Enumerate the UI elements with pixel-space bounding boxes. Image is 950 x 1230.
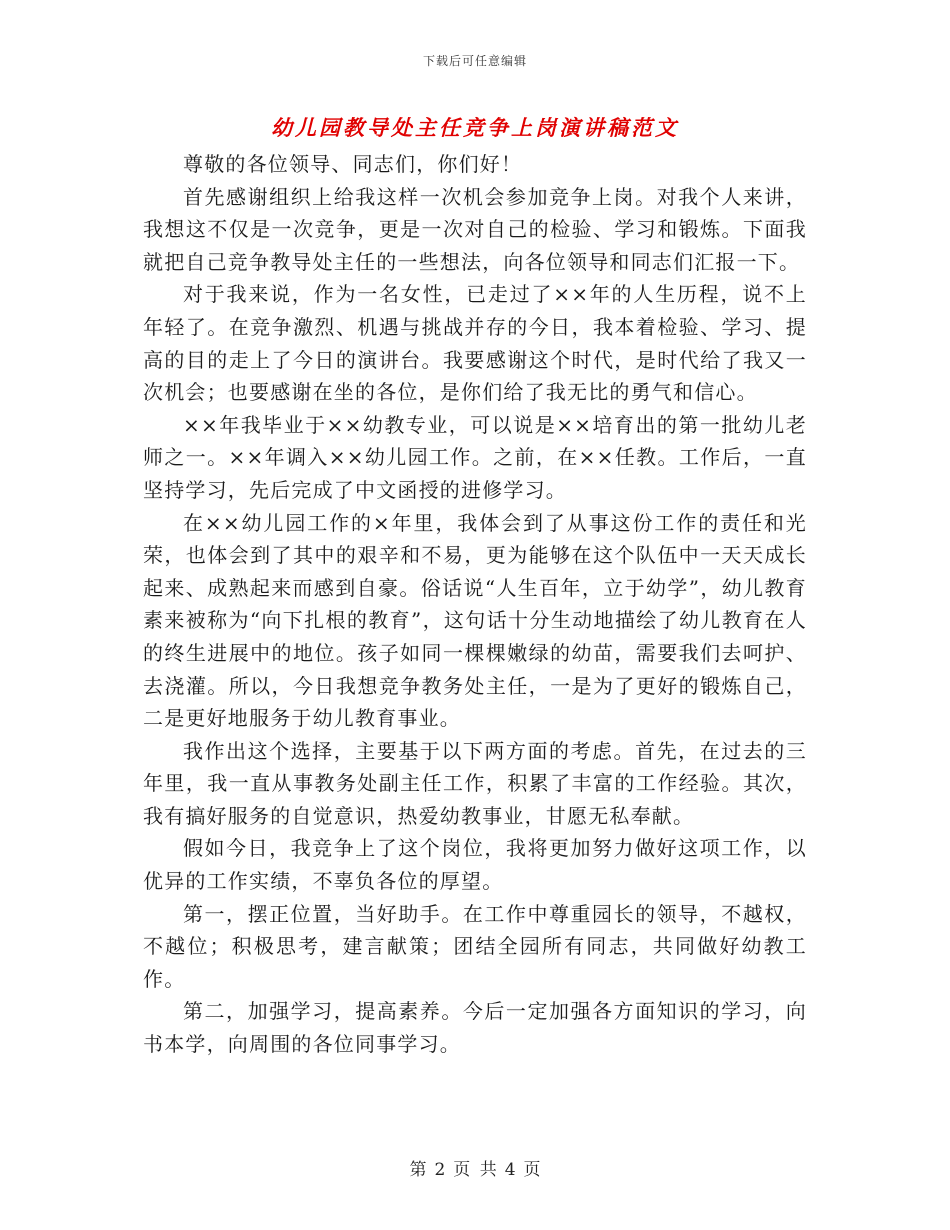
paragraph: 首先感谢组织上给我这样一次机会参加竞争上岗。对我个人来讲，我想这不仅是一次竞争，更是一次对自己的检验、学习和锻炼。下面我就把自己竞争教导处主任的一些想法，向各位领导和同志们汇报一下。: [143, 184, 807, 274]
paragraph: 对于我来说，作为一名女性，已走过了××年的人生历程，说不上年轻了。在竞争激烈、机遇与挑战并存的今日，我本着检验、学习、提高的目的走上了今日的演讲台。我要感谢这个时代，是时代给了我又一次机会；也要感谢在坐的各位，是你们给了我无比的勇气和信心。: [143, 282, 807, 405]
paragraph: 我作出这个选择，主要基于以下两方面的考虑。首先，在过去的三年里，我一直从事教务处副主任工作，积累了丰富的工作经验。其次，我有搞好服务的自觉意识，热爱幼教事业，甘愿无私奉献。: [143, 738, 807, 828]
page-prefix: 第: [409, 1160, 427, 1180]
paragraph-greeting: 尊敬的各位领导、同志们，你们好！: [183, 152, 523, 176]
current-page-number: 2: [434, 1160, 446, 1180]
page-mid-text: 页 共: [453, 1160, 497, 1180]
paragraph: ××年我毕业于××幼教专业，可以说是××培育出的第一批幼儿老师之一。××年调入××幼儿园工作。之前，在××任教。工作后，一直坚持学习，先后完成了中文函授的进修学习。: [143, 412, 807, 502]
paragraph: 第二，加强学习，提高素养。今后一定加强各方面知识的学习，向书本学，向周围的各位同事学习。: [143, 999, 807, 1057]
paragraph: 假如今日，我竞争上了这个岗位，我将更加努力做好这项工作，以优异的工作实绩，不辜负各位的厚望。: [143, 836, 807, 894]
document-title: 幼儿园教导处主任竞争上岗演讲稿范文: [271, 115, 679, 140]
document-body: [143, 148, 807, 1061]
page-number-footer: [0, 1155, 950, 1180]
page-header-note: 下载后可任意编辑: [422, 54, 527, 68]
paragraph: 第一，摆正位置，当好助手。在工作中尊重园长的领导，不越权，不越位；积极思考，建言献策；团结全园所有同志，共同做好幼教工作。: [143, 901, 807, 991]
paragraph: 在××幼儿园工作的×年里，我体会到了从事这份工作的责任和光荣，也体会到了其中的艰辛和不易，更为能够在这个队伍中一天天成长起来、成熟起来而感到自豪。俗话说“人生百年，立于幼学”，幼儿教育素来被称为“向下扎根的教育”，这句话十分生动地描绘了幼儿教育在人的终生进展中的地位。孩子如同一棵棵嫩绿的幼苗，需要我们去呵护、去浇灌。所以，今日我想竞争教务处主任，一是为了更好的锻炼自己，二是更好地服务于幼儿教育事业。: [143, 510, 807, 731]
page-suffix: 页: [523, 1160, 541, 1180]
total-page-number: 4: [504, 1160, 516, 1180]
